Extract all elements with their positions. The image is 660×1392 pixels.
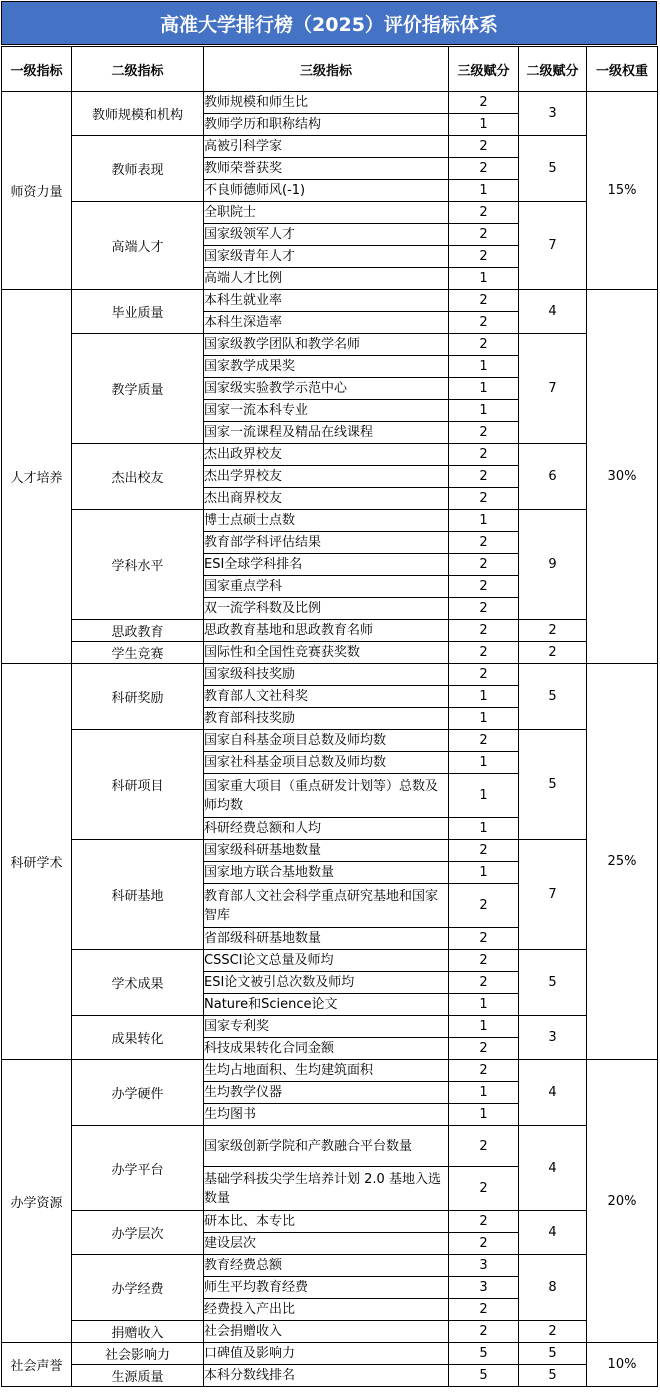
score3-cell: 1 (449, 268, 519, 290)
level3-cell: 本科分数线排名 (204, 1365, 449, 1387)
score2-cell: 4 (519, 1211, 587, 1255)
score3-cell: 1 (449, 862, 519, 884)
score3-cell: 2 (449, 312, 519, 334)
level1-cell: 社会声誉 (2, 1343, 72, 1387)
table-row (2, 510, 658, 532)
level3-cell: 研本比、本专比 (204, 1211, 449, 1233)
level3-cell: 国家级青年人才 (204, 246, 449, 268)
level2-cell: 学科水平 (72, 510, 204, 620)
level3-cell: 杰出商界校友 (204, 488, 449, 510)
table-row (2, 840, 658, 862)
table-row (2, 1016, 658, 1038)
score2-cell: 3 (519, 92, 587, 136)
score2-cell: 6 (519, 444, 587, 510)
level1-cell: 师资力量 (2, 92, 72, 290)
score2-cell: 7 (519, 840, 587, 950)
score3-cell: 2 (449, 158, 519, 180)
table-row (2, 290, 658, 312)
level3-cell: 国际性和全国性竞赛获奖数 (204, 642, 449, 664)
score3-cell: 2 (449, 620, 519, 642)
header-level3: 三级指标 (204, 47, 449, 92)
level2-cell: 教师规模和机构 (72, 92, 204, 136)
level3-cell: 全职院士 (204, 202, 449, 224)
score3-cell: 1 (449, 994, 519, 1016)
score3-cell: 2 (449, 554, 519, 576)
score3-cell: 2 (449, 1299, 519, 1321)
score2-cell: 5 (519, 730, 587, 840)
score3-cell: 5 (449, 1343, 519, 1365)
level3-cell: 国家级科研基地数量 (204, 840, 449, 862)
score3-cell: 2 (449, 290, 519, 312)
score2-cell: 5 (519, 1365, 587, 1387)
level3-cell: ESI全球学科排名 (204, 554, 449, 576)
score3-cell: 1 (449, 686, 519, 708)
score3-cell: 2 (449, 1321, 519, 1343)
table-row (2, 444, 658, 466)
header-level1: 一级指标 (2, 47, 72, 92)
score3-cell: 2 (449, 950, 519, 972)
level3-cell: 思政教育基地和思政教育名师 (204, 620, 449, 642)
level2-cell: 科研基地 (72, 840, 204, 950)
level3-cell: 杰出学界校友 (204, 466, 449, 488)
level2-cell: 办学经费 (72, 1255, 204, 1321)
level3-cell: 杰出政界校友 (204, 444, 449, 466)
header-score3: 三级赋分 (449, 47, 519, 92)
score3-cell: 1 (449, 774, 519, 818)
level3-cell: Nature和Science论文 (204, 994, 449, 1016)
score3-cell: 2 (449, 598, 519, 620)
table-row (2, 730, 658, 752)
score3-cell: 1 (449, 400, 519, 422)
level3-cell: 建设层次 (204, 1233, 449, 1255)
level3-cell: 生均占地面积、生均建筑面积 (204, 1060, 449, 1082)
table-row (2, 950, 658, 972)
level3-cell: 高被引科学家 (204, 136, 449, 158)
level3-cell: 科技成果转化合同金额 (204, 1038, 449, 1060)
level3-cell: 本科生就业率 (204, 290, 449, 312)
level2-cell: 学术成果 (72, 950, 204, 1016)
level3-cell: 国家教学成果奖 (204, 356, 449, 378)
level2-cell: 办学平台 (72, 1126, 204, 1211)
score3-cell: 2 (449, 730, 519, 752)
level3-cell: 国家社科基金项目总数及师均数 (204, 752, 449, 774)
score2-cell: 5 (519, 1343, 587, 1365)
score3-cell: 2 (449, 334, 519, 356)
level2-cell: 毕业质量 (72, 290, 204, 334)
level3-cell: 社会捐赠收入 (204, 1321, 449, 1343)
level3-cell: 生均图书 (204, 1104, 449, 1126)
level3-cell: 教师规模和师生比 (204, 92, 449, 114)
level3-cell: 国家一流课程及精品在线课程 (204, 422, 449, 444)
level3-cell: 国家级实验教学示范中心 (204, 378, 449, 400)
level3-cell: 博士点硕士点数 (204, 510, 449, 532)
score3-cell: 2 (449, 1060, 519, 1082)
score3-cell: 2 (449, 532, 519, 554)
score3-cell: 1 (449, 378, 519, 400)
score3-cell: 2 (449, 224, 519, 246)
score2-cell: 2 (519, 642, 587, 664)
level3-cell: 本科生深造率 (204, 312, 449, 334)
level3-cell: 国家重点学科 (204, 576, 449, 598)
table-row (2, 664, 658, 686)
score3-cell: 2 (449, 92, 519, 114)
level3-cell: 教育经费总额 (204, 1255, 449, 1277)
score3-cell: 2 (449, 576, 519, 598)
level1-cell: 人才培养 (2, 290, 72, 664)
score3-cell: 2 (449, 884, 519, 928)
level2-cell: 学生竞赛 (72, 642, 204, 664)
score3-cell: 2 (449, 488, 519, 510)
level3-cell: 口碑值及影响力 (204, 1343, 449, 1365)
table-row (2, 1126, 658, 1167)
level3-cell: 不良师德师风(-1) (204, 180, 449, 202)
table-title: 高准大学排行榜（2025）评价指标体系 (1, 1, 657, 45)
score2-cell: 5 (519, 664, 587, 730)
level2-cell: 教学质量 (72, 334, 204, 444)
score2-cell: 2 (519, 620, 587, 642)
table-row (2, 1060, 658, 1082)
level2-cell: 社会影响力 (72, 1343, 204, 1365)
table-row (2, 1343, 658, 1365)
score3-cell: 1 (449, 708, 519, 730)
level2-cell: 成果转化 (72, 1016, 204, 1060)
level2-cell: 生源质量 (72, 1365, 204, 1387)
score3-cell: 1 (449, 510, 519, 532)
level3-cell: 经费投入产出比 (204, 1299, 449, 1321)
table-row (2, 1365, 658, 1387)
level3-cell: 教师荣誉获奖 (204, 158, 449, 180)
weight1-cell: 15% (587, 92, 658, 290)
header-score2: 二级赋分 (519, 47, 587, 92)
table-row (2, 1211, 658, 1233)
score3-cell: 1 (449, 1082, 519, 1104)
score2-cell: 5 (519, 136, 587, 202)
score3-cell: 1 (449, 180, 519, 202)
score3-cell: 2 (449, 466, 519, 488)
score3-cell: 1 (449, 114, 519, 136)
level3-cell: 双一流学科数及比例 (204, 598, 449, 620)
table-row (2, 1255, 658, 1277)
level3-cell: 高端人才比例 (204, 268, 449, 290)
score3-cell: 2 (449, 246, 519, 268)
level2-cell: 办学硬件 (72, 1060, 204, 1126)
table-row (2, 136, 658, 158)
table-row (2, 92, 658, 114)
level3-cell: 教育部人文社会科学重点研究基地和国家智库 (204, 884, 449, 928)
score3-cell: 3 (449, 1255, 519, 1277)
level3-cell: 国家一流本科专业 (204, 400, 449, 422)
score3-cell: 1 (449, 818, 519, 840)
level3-cell: 科研经费总额和人均 (204, 818, 449, 840)
weight1-cell: 10% (587, 1343, 658, 1387)
level3-cell: 基础学科拔尖学生培养计划 2.0 基地入选数量 (204, 1167, 449, 1211)
table-row (2, 202, 658, 224)
score2-cell: 5 (519, 950, 587, 1016)
level2-cell: 杰出校友 (72, 444, 204, 510)
header-weight1: 一级权重 (587, 47, 658, 92)
score2-cell: 3 (519, 1016, 587, 1060)
score3-cell: 2 (449, 1233, 519, 1255)
level3-cell: 国家级科技奖励 (204, 664, 449, 686)
level3-cell: 教育部学科评估结果 (204, 532, 449, 554)
score3-cell: 1 (449, 1104, 519, 1126)
level3-cell: 国家地方联合基地数量 (204, 862, 449, 884)
score2-cell: 8 (519, 1255, 587, 1321)
score2-cell: 9 (519, 510, 587, 620)
header-level2: 二级指标 (72, 47, 204, 92)
score3-cell: 2 (449, 928, 519, 950)
level1-cell: 办学资源 (2, 1060, 72, 1343)
score3-cell: 2 (449, 642, 519, 664)
level3-cell: 国家级创新学院和产教融合平台数量 (204, 1126, 449, 1167)
score3-cell: 2 (449, 972, 519, 994)
score3-cell: 2 (449, 202, 519, 224)
level3-cell: 生均教学仪器 (204, 1082, 449, 1104)
score2-cell: 4 (519, 1060, 587, 1126)
weight1-cell: 25% (587, 664, 658, 1060)
level3-cell: 师生平均教育经费 (204, 1277, 449, 1299)
score3-cell: 2 (449, 840, 519, 862)
score3-cell: 2 (449, 1126, 519, 1167)
score3-cell: 3 (449, 1277, 519, 1299)
level2-cell: 科研奖励 (72, 664, 204, 730)
level1-cell: 科研学术 (2, 664, 72, 1060)
table-row (2, 620, 658, 642)
level3-cell: 省部级科研基地数量 (204, 928, 449, 950)
level3-cell: 教育部人文社科奖 (204, 686, 449, 708)
level2-cell: 捐赠收入 (72, 1321, 204, 1343)
score3-cell: 2 (449, 1038, 519, 1060)
score3-cell: 2 (449, 136, 519, 158)
level3-cell: 国家重大项目（重点研发计划等）总数及师均数 (204, 774, 449, 818)
level3-cell: 教师学历和职称结构 (204, 114, 449, 136)
level3-cell: 国家专利奖 (204, 1016, 449, 1038)
score3-cell: 2 (449, 1167, 519, 1211)
score3-cell: 5 (449, 1365, 519, 1387)
score3-cell: 2 (449, 1211, 519, 1233)
score3-cell: 2 (449, 422, 519, 444)
score3-cell: 1 (449, 1016, 519, 1038)
table-row (2, 642, 658, 664)
level2-cell: 科研项目 (72, 730, 204, 840)
weight1-cell: 30% (587, 290, 658, 664)
score2-cell: 7 (519, 334, 587, 444)
score3-cell: 2 (449, 444, 519, 466)
level3-cell: 国家级教学团队和教学名师 (204, 334, 449, 356)
level2-cell: 办学层次 (72, 1211, 204, 1255)
weight1-cell: 20% (587, 1060, 658, 1343)
score2-cell: 2 (519, 1321, 587, 1343)
score2-cell: 7 (519, 202, 587, 290)
table-row (2, 1321, 658, 1343)
score2-cell: 4 (519, 290, 587, 334)
indicator-table (1, 46, 658, 1387)
level2-cell: 思政教育 (72, 620, 204, 642)
score2-cell: 4 (519, 1126, 587, 1211)
level2-cell: 教师表现 (72, 136, 204, 202)
score3-cell: 2 (449, 664, 519, 686)
level3-cell: CSSCI论文总量及师均 (204, 950, 449, 972)
level3-cell: 国家级领军人才 (204, 224, 449, 246)
level3-cell: 国家自科基金项目总数及师均数 (204, 730, 449, 752)
score3-cell: 1 (449, 752, 519, 774)
level3-cell: ESI论文被引总次数及师均 (204, 972, 449, 994)
table-row (2, 334, 658, 356)
score3-cell: 1 (449, 356, 519, 378)
level3-cell: 教育部科技奖励 (204, 708, 449, 730)
header-row (2, 47, 658, 92)
level2-cell: 高端人才 (72, 202, 204, 290)
